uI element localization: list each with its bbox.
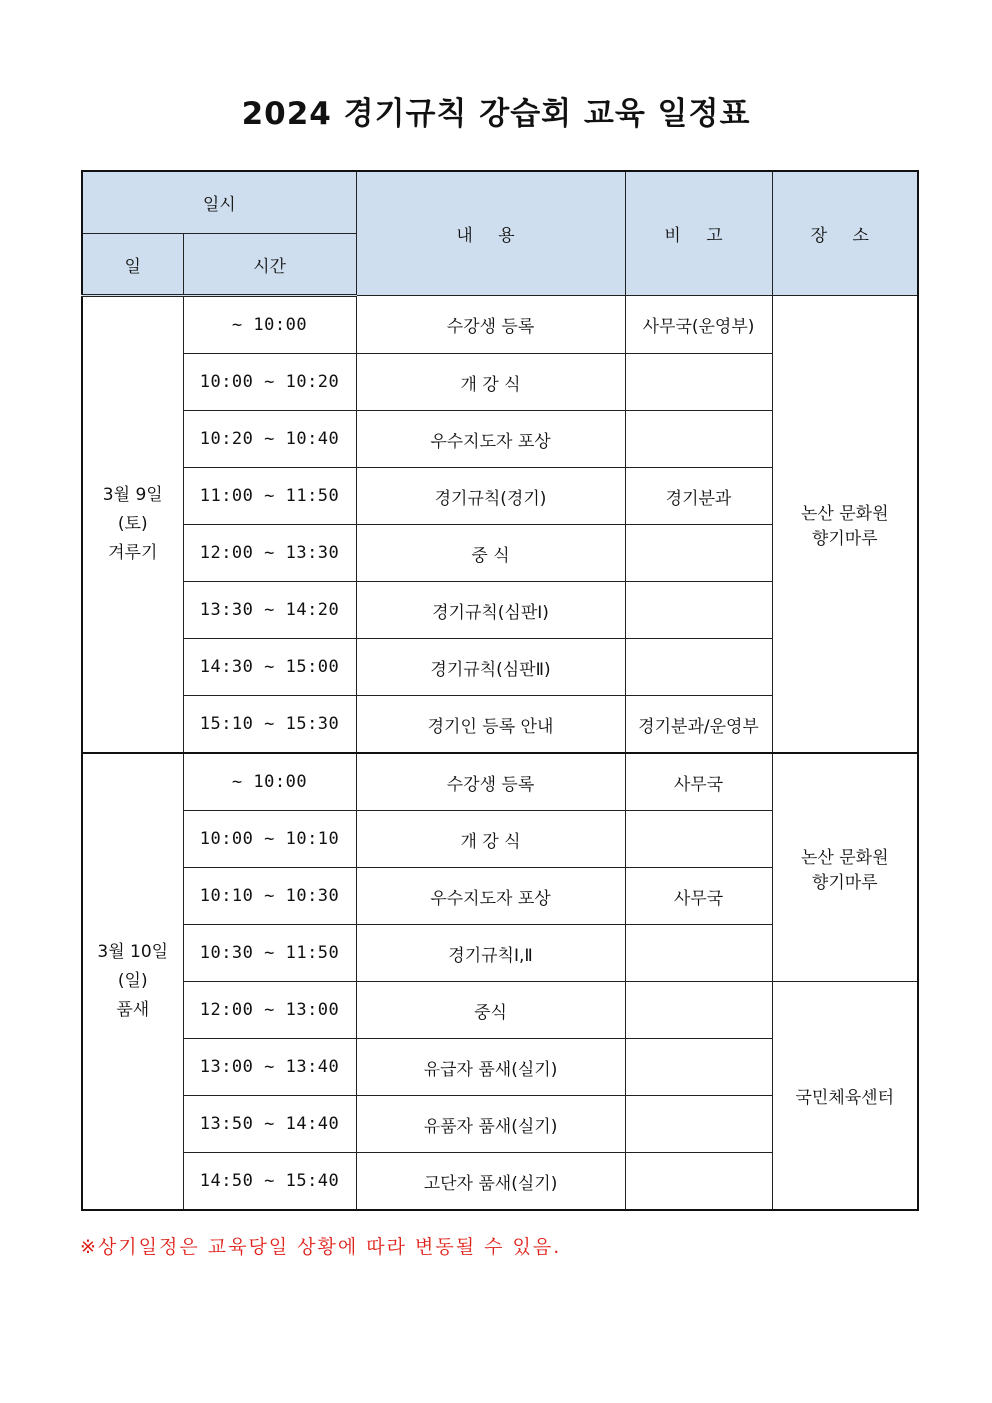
- table-header: [82, 171, 918, 296]
- content-cell: 유품자 품새(실기): [356, 1096, 625, 1153]
- time-cell: 14:30 ~ 15:00: [183, 639, 356, 696]
- header-datetime: 일시: [82, 171, 356, 234]
- day2-date-cell: [82, 753, 183, 1210]
- day1-place-cell: [772, 296, 918, 754]
- note-cell: 사무국(운영부): [625, 296, 772, 354]
- day1-event: 겨루기: [108, 543, 158, 563]
- day2-date: 3월 10일: [97, 942, 169, 962]
- note-cell: 경기분과: [625, 468, 772, 525]
- time-cell: ~ 10:00: [183, 296, 356, 354]
- note-cell: [625, 1039, 772, 1096]
- content-cell: 우수지도자 포상: [356, 868, 625, 925]
- day2-weekday: (일): [117, 971, 148, 991]
- note-cell: [625, 982, 772, 1039]
- note-cell: [625, 925, 772, 982]
- note-cell: [625, 1153, 772, 1211]
- table-row: [82, 296, 918, 354]
- footnote: ※상기일정은 교육당일 상황에 따라 변동될 수 있음.: [80, 1236, 562, 1258]
- time-cell: 13:30 ~ 14:20: [183, 582, 356, 639]
- time-cell: 10:20 ~ 10:40: [183, 411, 356, 468]
- content-cell: 수강생 등록: [356, 753, 625, 811]
- day2-place2-cell: 국민체육센터: [772, 982, 918, 1211]
- time-cell: 14:50 ~ 15:40: [183, 1153, 356, 1211]
- schedule-table: [81, 170, 919, 1211]
- content-cell: 중 식: [356, 525, 625, 582]
- content-cell: 경기인 등록 안내: [356, 696, 625, 754]
- day1-place-line1: 논산 문화원: [801, 504, 889, 524]
- day2-place1-line2: 향기마루: [811, 872, 878, 893]
- time-cell: 10:00 ~ 10:10: [183, 811, 356, 868]
- note-cell: [625, 582, 772, 639]
- note-cell: [625, 811, 772, 868]
- time-cell: 13:50 ~ 14:40: [183, 1096, 356, 1153]
- content-cell: 수강생 등록: [356, 296, 625, 354]
- header-content: 내 용: [356, 171, 625, 296]
- note-cell: 사무국: [625, 753, 772, 811]
- day1-weekday: (토): [117, 514, 148, 534]
- header-day: 일: [82, 234, 183, 296]
- table-row: [82, 753, 918, 811]
- content-cell: 경기규칙(심판Ⅱ): [356, 639, 625, 696]
- day1-place-line2: 향기마루: [811, 529, 878, 549]
- content-cell: 유급자 품새(실기): [356, 1039, 625, 1096]
- note-cell: [625, 1096, 772, 1153]
- note-cell: [625, 354, 772, 411]
- content-cell: 경기규칙Ⅰ,Ⅱ: [356, 925, 625, 982]
- time-cell: 10:10 ~ 10:30: [183, 868, 356, 925]
- content-cell: 경기규칙(경기): [356, 468, 625, 525]
- time-cell: 10:00 ~ 10:20: [183, 354, 356, 411]
- content-cell: 고단자 품새(실기): [356, 1153, 625, 1211]
- time-cell: 13:00 ~ 13:40: [183, 1039, 356, 1096]
- day2-section: [82, 753, 918, 1210]
- time-cell: 12:00 ~ 13:00: [183, 982, 356, 1039]
- table-row: [82, 982, 918, 1039]
- day1-date-cell: [82, 296, 183, 754]
- time-cell: 12:00 ~ 13:30: [183, 525, 356, 582]
- note-cell: 사무국: [625, 868, 772, 925]
- time-cell: 11:00 ~ 11:50: [183, 468, 356, 525]
- time-cell: ~ 10:00: [183, 753, 356, 811]
- day2-place1-line1: 논산 문화원: [801, 847, 889, 868]
- content-cell: 경기규칙(심판Ⅰ): [356, 582, 625, 639]
- note-cell: [625, 639, 772, 696]
- day2-event: 품새: [116, 1000, 150, 1020]
- header-time: 시간: [183, 234, 356, 296]
- time-cell: 10:30 ~ 11:50: [183, 925, 356, 982]
- note-cell: 경기분과/운영부: [625, 696, 772, 754]
- page-title: 2024 경기규칙 강습회 교육 일정표: [241, 96, 751, 132]
- header-note: 비 고: [625, 171, 772, 296]
- time-cell: 15:10 ~ 15:30: [183, 696, 356, 754]
- content-cell: 개 강 식: [356, 354, 625, 411]
- content-cell: 중식: [356, 982, 625, 1039]
- day1-section: [82, 296, 918, 754]
- day1-date: 3월 9일: [102, 485, 163, 505]
- note-cell: [625, 411, 772, 468]
- day2-place1-cell: [772, 753, 918, 982]
- content-cell: 우수지도자 포상: [356, 411, 625, 468]
- note-cell: [625, 525, 772, 582]
- header-place: 장 소: [772, 171, 918, 296]
- content-cell: 개 강 식: [356, 811, 625, 868]
